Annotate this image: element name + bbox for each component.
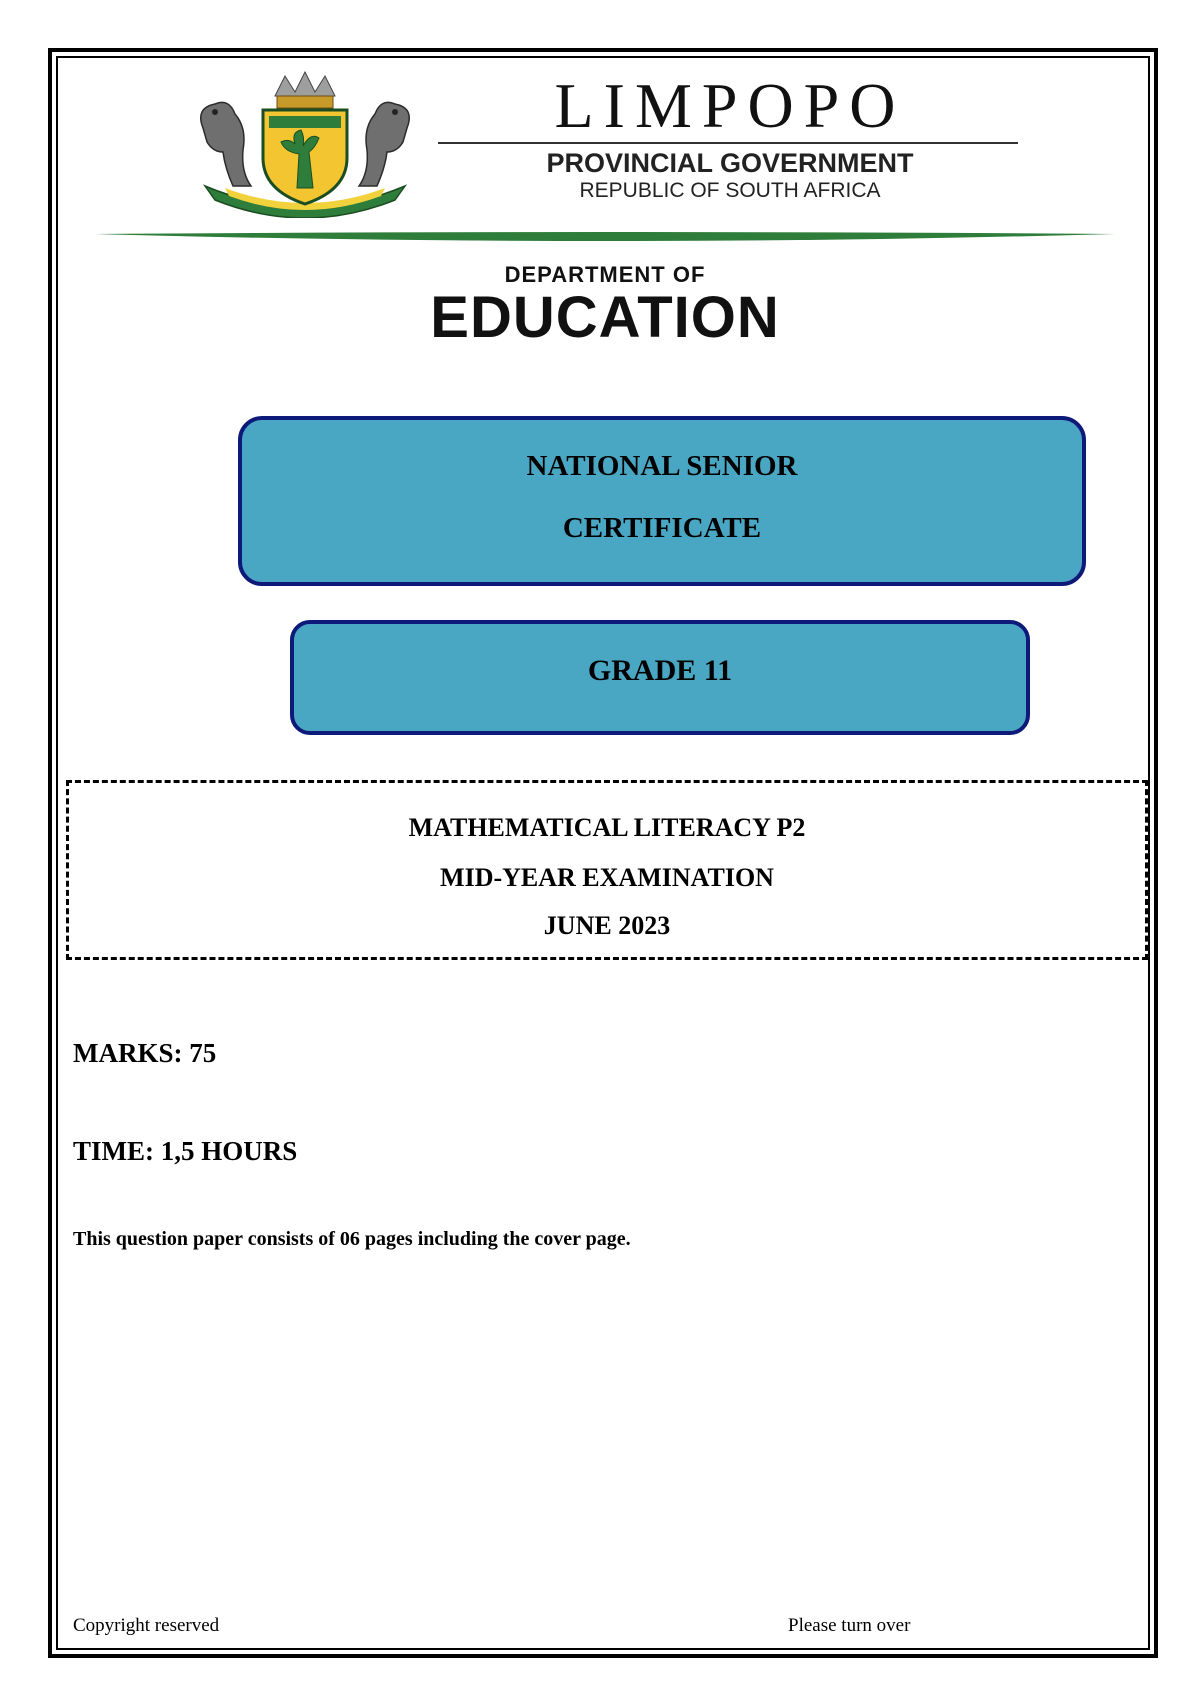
certificate-line-1: NATIONAL SENIOR xyxy=(526,450,798,482)
subject-title: MATHEMATICAL LITERACY P2 xyxy=(408,813,806,842)
country-name: REPUBLIC OF SOUTH AFRICA xyxy=(579,179,881,202)
exam-date: JUNE 2023 xyxy=(543,911,671,940)
department-label: DEPARTMENT OF xyxy=(504,262,706,287)
exam-name: MID-YEAR EXAMINATION xyxy=(440,863,774,892)
letterhead-rule xyxy=(438,142,1018,144)
subject-box xyxy=(66,780,1148,960)
footer-copyright: Copyright reserved xyxy=(73,1615,220,1636)
time-label: TIME: 1,5 HOURS xyxy=(73,1136,298,1166)
certificate-box xyxy=(238,416,1086,586)
green-divider xyxy=(95,226,1115,248)
department-name: EDUCATION xyxy=(430,285,780,350)
coat-of-arms-icon xyxy=(185,68,425,218)
page-count-note: This question paper consists of 06 pages including the cover page. xyxy=(73,1228,631,1250)
marks-label: MARKS: 75 xyxy=(73,1038,217,1068)
government-name: PROVINCIAL GOVERNMENT xyxy=(546,148,914,178)
grade-box xyxy=(290,620,1030,735)
province-title: LIMPOPO xyxy=(554,70,906,141)
footer-turn-over: Please turn over xyxy=(788,1615,911,1636)
grade-label: GRADE 11 xyxy=(587,654,733,687)
certificate-line-2: CERTIFICATE xyxy=(562,512,762,544)
